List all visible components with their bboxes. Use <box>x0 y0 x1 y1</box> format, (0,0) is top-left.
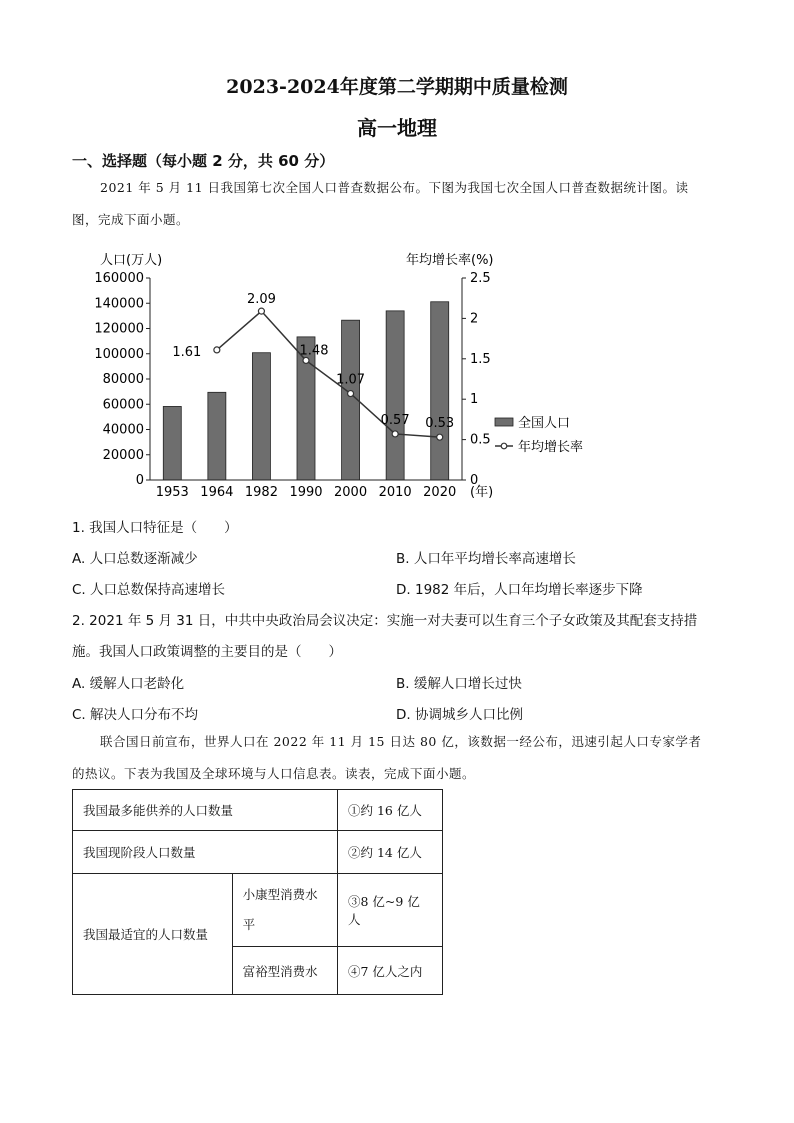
bar <box>431 302 449 480</box>
y2-tick-label: 2 <box>470 311 479 327</box>
data-label: 0.53 <box>425 416 455 432</box>
table-cell-label: 我国现阶段人口数量 <box>73 831 338 874</box>
x-axis-ticks <box>156 485 457 500</box>
data-label: 2.09 <box>246 292 276 308</box>
x-tick-label: 2020 <box>423 485 457 500</box>
bar-series <box>163 302 448 480</box>
legend-bar-label: 全国人口 <box>518 416 571 431</box>
legend <box>495 416 583 455</box>
line-point <box>214 347 220 353</box>
y-tick-label: 80000 <box>102 372 144 387</box>
chart-svg <box>90 240 610 510</box>
y2-axis-label: 年均增长率(%) <box>406 253 494 268</box>
bar <box>386 311 404 480</box>
q1-option-b[interactable]: B. 人口年平均增长率高速增长 <box>396 551 576 567</box>
bar <box>252 353 270 480</box>
q2-option-a[interactable]: A. 缓解人口老龄化 <box>72 676 185 692</box>
line-point <box>392 431 398 437</box>
intro-paragraph-2 <box>72 726 722 790</box>
table-cell-value: ③8 亿~9 亿人 <box>338 874 443 947</box>
table-cell-sublabel: 小康型消费水平 <box>232 874 337 947</box>
y-axis-ticks <box>94 271 150 488</box>
y-tick-label: 120000 <box>94 321 144 337</box>
data-label: 1.61 <box>172 344 202 360</box>
population-chart <box>90 240 610 510</box>
subject-title: 高一地理 <box>357 116 437 140</box>
table-row <box>73 831 443 874</box>
legend-line-label: 年均增长率 <box>518 440 584 455</box>
y2-tick-label: 1.5 <box>470 351 491 367</box>
table-cell-value: ②约 14 亿人 <box>338 831 443 874</box>
x-tick-label: 1990 <box>289 485 323 500</box>
x-tick-label: 2000 <box>334 485 368 500</box>
table-cell-value: ①约 16 亿人 <box>338 790 443 831</box>
data-label: 0.57 <box>380 412 410 428</box>
y2-tick-label: 2.5 <box>470 271 491 286</box>
question-1-stem: 1. 我国人口特征是（ ） <box>72 520 238 536</box>
intro1-line1: 2021 年 5 月 11 日我国第七次全国人口普查数据公布。下图为我国七次全国人口普查数据统计图。读 <box>100 180 689 195</box>
y-tick-label: 60000 <box>102 397 144 413</box>
x-tick-label: 1964 <box>200 485 234 500</box>
q1-option-d[interactable]: D. 1982 年后，人口年均增长率逐步下降 <box>396 582 643 598</box>
y2-axis-ticks <box>462 271 491 488</box>
q2-option-d[interactable]: D. 协调城乡人口比例 <box>396 707 523 723</box>
q1-option-a[interactable]: A. 人口总数逐渐减少 <box>72 551 198 567</box>
q2-option-b[interactable]: B. 缓解人口增长过快 <box>396 676 522 692</box>
data-label: 1.07 <box>336 372 366 388</box>
x-axis-unit: (年) <box>470 485 494 500</box>
y2-tick-label: 1 <box>470 392 479 408</box>
table-cell-value: ④7 亿人之内 <box>338 947 443 995</box>
y-tick-label: 20000 <box>102 447 144 463</box>
question-2-line1: 2. 2021 年 5 月 31 日，中共中央政治局会议决定：实施一对夫妻可以生育三个子女政策及其配套支持措 <box>72 613 698 629</box>
y-tick-label: 160000 <box>94 271 144 286</box>
q2-option-c[interactable]: C. 解决人口分布不均 <box>72 707 199 723</box>
legend-bar-swatch <box>495 418 513 426</box>
y2-tick-label: 0.5 <box>470 432 491 448</box>
intro2-line2: 的热议。下表为我国及全球环境与人口信息表。读表，完成下面小题。 <box>72 766 476 781</box>
x-tick-label: 1953 <box>155 485 189 500</box>
table-cell-label: 我国最多能供养的人口数量 <box>73 790 338 831</box>
bar <box>208 392 226 480</box>
bar <box>163 406 181 480</box>
y-tick-label: 40000 <box>102 422 144 438</box>
y-tick-label: 140000 <box>94 296 144 312</box>
y2-tick-label: 0 <box>470 473 479 488</box>
intro1-line2: 图，完成下面小题。 <box>72 212 190 227</box>
line-point <box>348 391 354 397</box>
section-heading: 一、选择题（每小题 2 分，共 60 分） <box>72 152 335 170</box>
table-row <box>73 874 443 947</box>
intro2-line1: 联合国日前宣布，世界人口在 2022 年 11 月 15 日达 80 亿，该数据一经公布，迅速引起人口专家学者 <box>100 734 702 749</box>
x-tick-label: 1982 <box>244 485 278 500</box>
data-label: 1.48 <box>299 343 329 359</box>
line-point <box>258 308 264 314</box>
table-row <box>73 790 443 831</box>
x-tick-label: 2010 <box>378 485 412 500</box>
q1-option-c[interactable]: C. 人口总数保持高速增长 <box>72 582 226 598</box>
population-info-table <box>72 789 443 995</box>
line-point <box>437 434 443 440</box>
exam-title: 2023-2024年度第二学期期中质量检测 <box>226 76 568 98</box>
legend-line-marker <box>501 443 507 449</box>
question-2-line2: 施。我国人口政策调整的主要目的是（ ） <box>72 644 342 660</box>
intro-paragraph-1 <box>72 172 722 236</box>
y-tick-label: 0 <box>135 473 144 488</box>
y-axis-label: 人口(万人) <box>100 253 163 268</box>
y-tick-label: 100000 <box>94 346 144 362</box>
table-cell-label: 我国最适宜的人口数量 <box>73 874 233 995</box>
table-cell-sublabel: 富裕型消费水 <box>232 947 337 995</box>
